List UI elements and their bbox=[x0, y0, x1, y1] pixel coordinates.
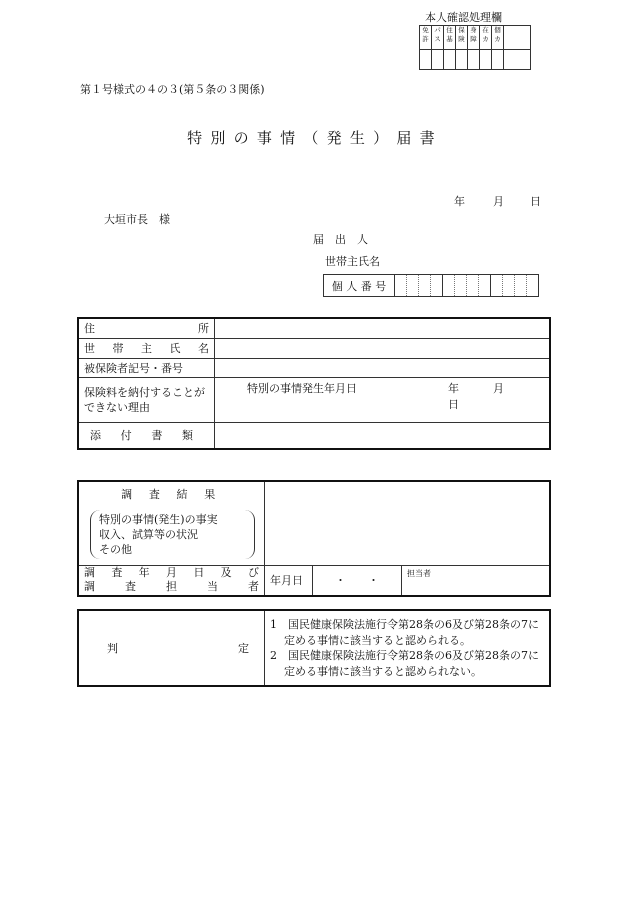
judgment-option-2[interactable]: 2 国民健康保険法施行令第28条の6及び第28条の7に定める事情に該当すると認められない。 bbox=[270, 649, 539, 678]
id-check-cell[interactable] bbox=[444, 50, 456, 70]
attachments-field[interactable] bbox=[215, 422, 551, 449]
id-check-cell[interactable] bbox=[456, 50, 468, 70]
id-check-column-label: パ ス bbox=[432, 26, 444, 50]
my-number-digit[interactable] bbox=[431, 275, 443, 297]
year-label: 年 bbox=[454, 195, 465, 208]
householder-name-label: 世帯主氏名 bbox=[325, 255, 380, 268]
my-number-digit[interactable] bbox=[419, 275, 431, 297]
notification-table bbox=[77, 317, 551, 450]
month-label: 月 bbox=[493, 195, 504, 208]
householder-field[interactable] bbox=[215, 338, 551, 358]
judgment-options[interactable] bbox=[265, 610, 551, 686]
day-label: 日 bbox=[530, 195, 541, 208]
address-field[interactable] bbox=[215, 318, 551, 338]
my-number-digit[interactable] bbox=[395, 275, 407, 297]
id-check-column-label: 免 許 bbox=[420, 26, 432, 50]
reason-label: 保険料を納付することができない理由 bbox=[78, 377, 215, 422]
id-check-column-label: 個 カ bbox=[492, 26, 504, 50]
id-check-cell[interactable] bbox=[468, 50, 480, 70]
my-number-digit[interactable] bbox=[479, 275, 491, 297]
address-label: 住 所 bbox=[78, 318, 215, 338]
id-check-table bbox=[419, 25, 531, 70]
judgment-table bbox=[77, 609, 551, 687]
my-number-digit[interactable] bbox=[527, 275, 539, 297]
my-number-digit[interactable] bbox=[443, 275, 455, 297]
id-check-cell[interactable] bbox=[492, 50, 504, 70]
date-line bbox=[454, 193, 541, 209]
my-number-digit[interactable] bbox=[491, 275, 503, 297]
judgment-option-1[interactable]: 1 国民健康保険法施行令第28条の6及び第28条の7に定める事情に該当すると認められる。 bbox=[270, 618, 539, 647]
survey-items: 特別の事情(発生)の事実 収入、試算等の状況 その他 bbox=[90, 510, 255, 559]
survey-result-field[interactable] bbox=[265, 481, 551, 566]
id-check-column-label: 在 カ bbox=[480, 26, 492, 50]
staff-label: 担当者 bbox=[407, 569, 431, 578]
occurrence-date: 年 月日 bbox=[448, 381, 504, 411]
survey-ymd-label: 年月日 bbox=[265, 566, 313, 596]
id-check-cell[interactable] bbox=[480, 50, 492, 70]
survey-table bbox=[77, 480, 551, 597]
reason-field[interactable] bbox=[215, 377, 551, 422]
notifier-label: 届 出 人 bbox=[313, 233, 368, 246]
id-check-column-label: 保 険 bbox=[456, 26, 468, 50]
form-number: 第１号様式の４の３(第５条の３関係) bbox=[80, 83, 265, 96]
my-number-digit[interactable] bbox=[455, 275, 467, 297]
my-number-digit[interactable] bbox=[515, 275, 527, 297]
my-number-digit[interactable] bbox=[467, 275, 479, 297]
my-number-field bbox=[323, 274, 539, 297]
survey-date-field[interactable]: ・ ・ bbox=[313, 566, 402, 596]
insured-number-field[interactable] bbox=[215, 358, 551, 377]
id-check-blank bbox=[504, 26, 531, 50]
id-check-column-label: 住 基 bbox=[444, 26, 456, 50]
page-title: 特別の事情（発生）届書 bbox=[187, 129, 443, 147]
id-check-column-label: 身 障 bbox=[468, 26, 480, 50]
survey-date-staff-label: 調 査 年 月 日 及 び 調 査 担 当 者 bbox=[78, 566, 265, 596]
my-number-label: 個 人 番 号 bbox=[324, 275, 395, 297]
insured-number-label: 被保険者記号・番号 bbox=[78, 358, 215, 377]
addressee: 大垣市長 様 bbox=[104, 213, 170, 226]
householder-label: 世 帯 主 氏 名 bbox=[78, 338, 215, 358]
occurrence-date-label: 特別の事情発生年月日 bbox=[247, 381, 357, 395]
attachments-label: 添 付 書 類 bbox=[78, 422, 215, 449]
judgment-label: 判 定 bbox=[78, 610, 265, 686]
my-number-digit[interactable] bbox=[503, 275, 515, 297]
id-check-title: 本人確認処理欄 bbox=[425, 11, 502, 24]
survey-staff-field[interactable] bbox=[402, 566, 551, 596]
my-number-digit[interactable] bbox=[407, 275, 419, 297]
survey-result-label: 調 査 結 果 特別の事情(発生)の事実 収入、試算等の状況 その他 bbox=[78, 481, 265, 566]
id-check-cell[interactable] bbox=[420, 50, 432, 70]
id-check-cell[interactable] bbox=[432, 50, 444, 70]
id-check-cell[interactable] bbox=[504, 50, 531, 70]
